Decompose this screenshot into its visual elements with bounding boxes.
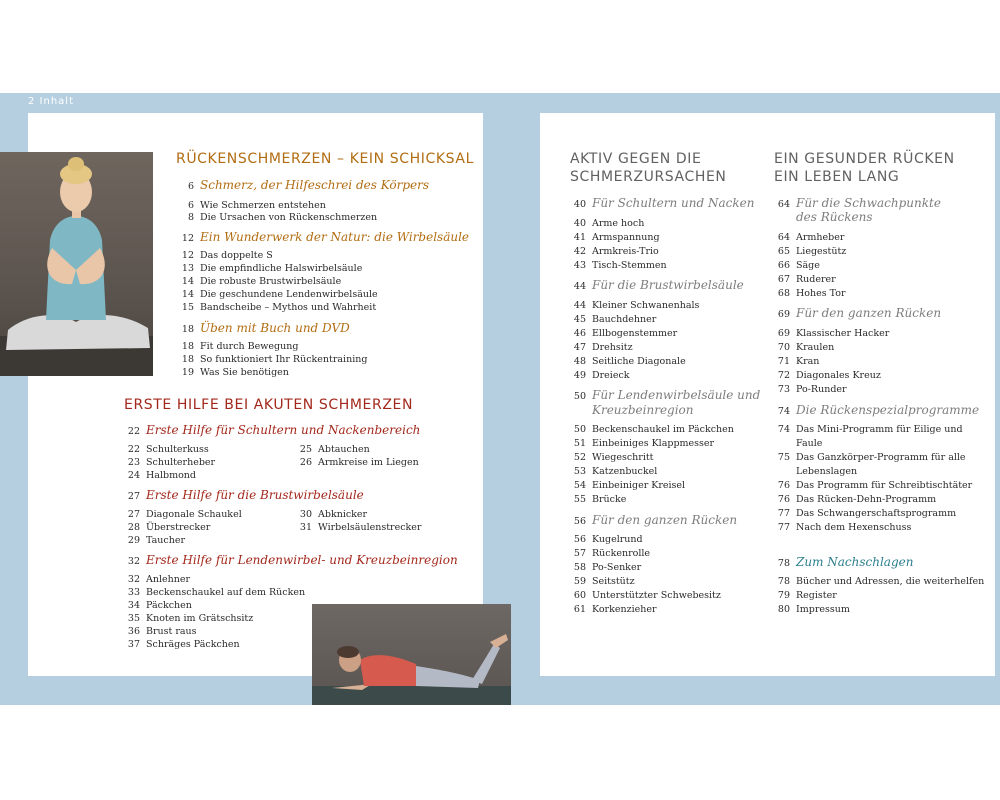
toc-chapter[interactable]: 6 Schmerz, der Hilfeschrei des Körpers [187, 178, 429, 192]
toc-chapter[interactable]: 44 Für die Brustwirbelsäule [573, 278, 744, 292]
toc-entry[interactable]: 40 Arme hoch [573, 218, 645, 229]
toc-entry[interactable]: 12 Das doppelte S [181, 250, 273, 261]
toc-entry[interactable]: 50 Beckenschaukel im Päckchen [573, 424, 734, 435]
toc-entry[interactable]: 46 Ellbogenstemmer [573, 328, 678, 339]
toc-entry-cont[interactable]: Faule [796, 438, 823, 449]
toc-entry[interactable]: 65 Liegestütz [777, 246, 847, 257]
toc-entry[interactable]: 71 Kran [777, 356, 820, 367]
toc-entry[interactable]: 23 Schulterheber [127, 457, 216, 468]
toc-entry[interactable]: 61 Korkenzieher [573, 604, 657, 615]
toc-entry[interactable]: 67 Ruderer [777, 274, 836, 285]
toc-chapter[interactable]: 64 Für die Schwachpunkte [777, 196, 941, 210]
toc-entry[interactable]: 66 Säge [777, 260, 820, 271]
toc-entry[interactable]: 8 Die Ursachen von Rückenschmerzen [187, 212, 378, 223]
toc-entry[interactable]: 18 Fit durch Bewegung [181, 341, 299, 352]
toc-chapter-cont[interactable]: des Rückens [796, 210, 873, 224]
toc-entry[interactable]: 69 Klassischer Hacker [777, 328, 890, 339]
toc-entry[interactable]: 15 Bandscheibe – Mythos und Wahrheit [181, 302, 377, 313]
section-title-erste-hilfe: ERSTE HILFE BEI AKUTEN SCHMERZEN [124, 397, 414, 413]
toc-entry[interactable]: 80 Impressum [777, 604, 850, 615]
toc-entry[interactable]: 45 Bauchdehner [573, 314, 657, 325]
toc-entry[interactable]: 79 Register [777, 590, 837, 601]
toc-entry[interactable]: 64 Armheber [777, 232, 845, 243]
toc-entry-cont[interactable]: Lebenslagen [796, 466, 858, 477]
page-label: 2 Inhalt [28, 96, 74, 107]
exercise-photo [312, 604, 511, 705]
toc-entry[interactable]: 32 Anlehner [127, 574, 191, 585]
toc-entry[interactable]: 29 Taucher [127, 535, 185, 546]
section-title-aktiv-l2: SCHMERZURSACHEN [570, 169, 727, 185]
toc-entry[interactable]: 44 Kleiner Schwanenhals [573, 300, 700, 311]
toc-entry[interactable]: 53 Katzenbuckel [573, 466, 658, 477]
toc-entry[interactable]: 27 Diagonale Schaukel [127, 509, 242, 520]
toc-entry[interactable]: 77 Das Schwangerschaftsprogramm [777, 508, 957, 519]
toc-chapter[interactable]: 56 Für den ganzen Rücken [573, 513, 738, 527]
exercise-man-illustration [312, 604, 511, 705]
toc-chapter[interactable]: 74 Die Rückenspezialprogramme [777, 403, 980, 417]
toc-entry[interactable]: 59 Seitstütz [573, 576, 635, 587]
toc-entry[interactable]: 49 Dreieck [573, 370, 630, 381]
toc-entry[interactable]: 54 Einbeiniger Kreisel [573, 480, 686, 491]
toc-entry[interactable]: 28 Überstrecker [127, 522, 211, 533]
toc-entry[interactable]: 37 Schräges Päckchen [127, 639, 240, 650]
toc-chapter[interactable]: 18 Üben mit Buch und DVD [181, 321, 350, 335]
toc-entry[interactable]: 36 Brust raus [127, 626, 197, 637]
toc-entry[interactable]: 73 Po-Runder [777, 384, 847, 395]
toc-entry[interactable]: 76 Das Programm für Schreibtischtäter [777, 480, 973, 491]
toc-entry[interactable]: 60 Unterstützter Schwebesitz [573, 590, 721, 601]
toc-entry[interactable]: 19 Was Sie benötigen [181, 367, 289, 378]
toc-entry[interactable]: 78 Bücher und Adressen, die weiterhelfen [777, 576, 985, 587]
toc-entry[interactable]: 47 Drehsitz [573, 342, 633, 353]
toc-entry[interactable]: 58 Po-Senker [573, 562, 642, 573]
toc-entry[interactable]: 34 Päckchen [127, 600, 192, 611]
toc-entry[interactable]: 76 Das Rücken-Dehn-Programm [777, 494, 937, 505]
toc-entry[interactable]: 42 Armkreis-Trio [573, 246, 659, 257]
toc-entry[interactable]: 25 Abtauchen [299, 444, 370, 455]
toc-entry[interactable]: 13 Die empfindliche Halswirbelsäule [181, 263, 363, 274]
toc-entry[interactable]: 41 Armspannung [573, 232, 660, 243]
toc-entry[interactable]: 72 Diagonales Kreuz [777, 370, 881, 381]
toc-chapter[interactable]: 40 Für Schultern und Nacken [573, 196, 755, 210]
toc-entry[interactable]: 51 Einbeiniges Klappmesser [573, 438, 715, 449]
toc-entry[interactable]: 31 Wirbelsäulenstrecker [299, 522, 422, 533]
toc-entry[interactable]: 14 Die geschundene Lendenwirbelsäule [181, 289, 378, 300]
toc-entry[interactable]: 57 Rückenrolle [573, 548, 651, 559]
toc-chapter[interactable]: 22 Erste Hilfe für Schultern und Nackenbereich [127, 423, 421, 437]
toc-entry[interactable]: 74 Das Mini-Programm für Eilige und [777, 424, 963, 435]
toc-entry[interactable]: 24 Halbmond [127, 470, 196, 481]
toc-chapter[interactable]: 78 Zum Nachschlagen [777, 555, 914, 569]
toc-entry[interactable]: 14 Die robuste Brustwirbelsäule [181, 276, 342, 287]
section-title-gesund-l1: EIN GESUNDER RÜCKEN [774, 151, 955, 167]
toc-chapter[interactable]: 69 Für den ganzen Rücken [777, 306, 942, 320]
yoga-photo [0, 152, 153, 376]
toc-entry[interactable]: 26 Armkreise im Liegen [299, 457, 419, 468]
toc-entry[interactable]: 22 Schulterkuss [127, 444, 209, 455]
toc-entry[interactable]: 18 So funktioniert Ihr Rückentraining [181, 354, 368, 365]
toc-chapter-cont[interactable]: Kreuzbeinregion [592, 403, 694, 417]
toc-entry[interactable]: 35 Knoten im Grätschsitz [127, 613, 254, 624]
toc-entry[interactable]: 56 Kugelrund [573, 534, 643, 545]
section-title-rueckenschmerzen: RÜCKENSCHMERZEN – KEIN SCHICKSAL [176, 151, 474, 167]
toc-chapter[interactable]: 12 Ein Wunderwerk der Natur: die Wirbelsäule [181, 230, 470, 244]
toc-entry[interactable]: 70 Kraulen [777, 342, 835, 353]
toc-entry[interactable]: 77 Nach dem Hexenschuss [777, 522, 912, 533]
yoga-woman-illustration [0, 152, 153, 376]
toc-entry[interactable]: 55 Brücke [573, 494, 627, 505]
toc-entry[interactable]: 43 Tisch-Stemmen [573, 260, 667, 271]
toc-chapter[interactable]: 27 Erste Hilfe für die Brustwirbelsäule [127, 488, 364, 502]
toc-chapter[interactable]: 32 Erste Hilfe für Lendenwirbel- und Kreuzbeinregion [127, 553, 458, 567]
toc-entry[interactable]: 6 Wie Schmerzen entstehen [187, 200, 326, 211]
toc-entry[interactable]: 48 Seitliche Diagonale [573, 356, 686, 367]
toc-chapter[interactable]: 50 Für Lendenwirbelsäule und [573, 388, 761, 402]
toc-entry[interactable]: 68 Hohes Tor [777, 288, 846, 299]
section-title-aktiv-l1: AKTIV GEGEN DIE [570, 151, 702, 167]
section-title-gesund-l2: EIN LEBEN LANG [774, 169, 900, 185]
toc-entry[interactable]: 75 Das Ganzkörper-Programm für alle [777, 452, 966, 463]
toc-entry[interactable]: 33 Beckenschaukel auf dem Rücken [127, 587, 306, 598]
toc-entry[interactable]: 30 Abknicker [299, 509, 368, 520]
toc-entry[interactable]: 52 Wiegeschritt [573, 452, 654, 463]
